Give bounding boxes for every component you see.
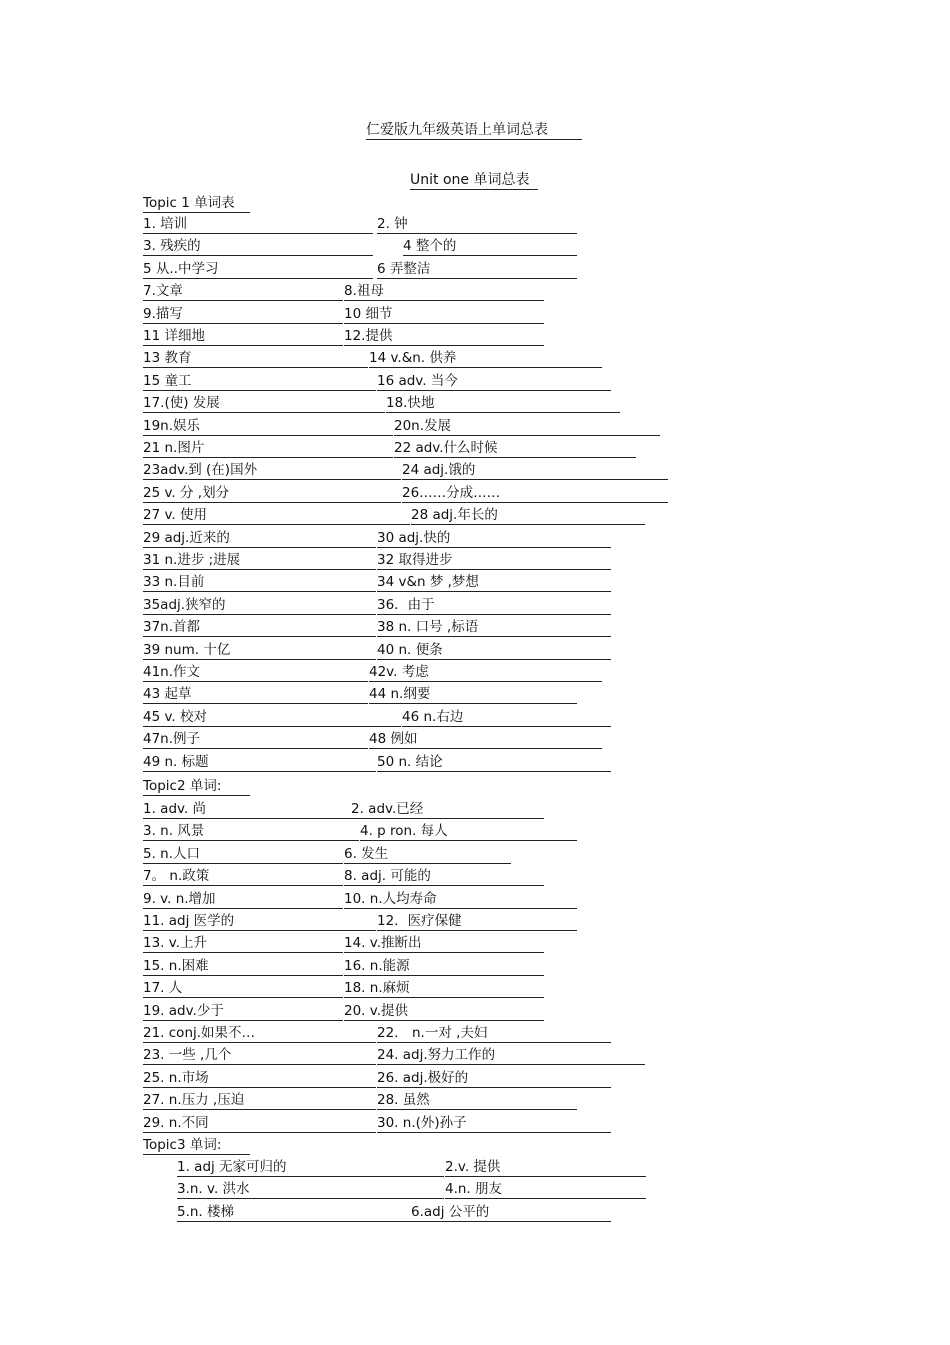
vocab-entry-left: 3. 残疾的	[143, 238, 373, 256]
vocab-entry-right: 18.快地	[386, 395, 620, 413]
vocab-row	[0, 462, 950, 480]
vocab-entry-left: 25 v. 分 ,划分	[143, 485, 401, 503]
vocab-entry-right: 20. v.提供	[344, 1003, 544, 1021]
vocab-entry-left: 45 v. 校对	[143, 709, 401, 727]
vocab-entry-left: 1. adv. 尚	[143, 801, 351, 819]
vocab-row	[0, 261, 950, 279]
vocab-entry-left: 1. 培训	[143, 216, 373, 234]
vocab-row	[0, 1115, 950, 1133]
vocab-entry-left: 39 num. 十亿	[143, 642, 376, 660]
vocab-entry-right: 12.提供	[344, 328, 544, 346]
vocab-row	[0, 980, 950, 998]
vocab-entry-right: 10. n.人均寿命	[344, 891, 577, 909]
unit-title: Unit one 单词总表	[410, 172, 538, 190]
vocab-entry-left: 15 童工	[143, 373, 376, 391]
vocab-entry-left: 21. conj.如果不…	[143, 1025, 376, 1043]
vocab-entry-right: 30. n.(外)孙子	[377, 1115, 611, 1133]
topic-heading: Topic3 单词:	[143, 1137, 250, 1155]
vocab-entry-left: 23. 一些 ,几个	[143, 1047, 376, 1065]
vocab-entry-left: 3.n. v. 洪水	[177, 1181, 444, 1199]
vocab-entry-right: 28. 虽然	[377, 1092, 577, 1110]
vocab-entry-right: 26……分成……	[402, 485, 668, 503]
vocab-row	[0, 552, 950, 570]
vocab-entry-right: 24 adj.饿的	[402, 462, 668, 480]
vocab-entry-left: 35adj.狭窄的	[143, 597, 376, 615]
vocab-row	[0, 530, 950, 548]
vocab-entry-right: 20n.发展	[394, 418, 660, 436]
vocab-entry-left: 29 adj.近来的	[143, 530, 376, 548]
vocab-entry-left: 43 起草	[143, 686, 368, 704]
vocab-row	[0, 350, 950, 368]
vocab-entry-right: 24. adj.努力工作的	[377, 1047, 645, 1065]
vocab-entry-right: 26. adj.极好的	[377, 1070, 611, 1088]
vocab-row	[0, 1070, 950, 1088]
vocab-entry-right: 22 adv.什么时候	[394, 440, 636, 458]
vocab-entry-left: 19n.娱乐	[143, 418, 393, 436]
topic-heading: Topic2 单词:	[143, 778, 250, 796]
vocab-entry-right: 4. p ron. 每人	[360, 823, 577, 841]
vocab-entry-right: 42v. 考虑	[369, 664, 602, 682]
vocab-row	[0, 754, 950, 772]
vocab-entry-left: 9.描写	[143, 306, 343, 324]
vocab-row	[0, 709, 950, 727]
vocab-entry-right: 48 例如	[369, 731, 602, 749]
vocab-entry-left: 9. v. n.增加	[143, 891, 343, 909]
vocab-entry-left: 3. n. 风景	[143, 823, 359, 841]
vocab-row	[0, 619, 950, 637]
vocab-row	[0, 440, 950, 458]
vocab-row	[0, 395, 950, 413]
vocab-entry-right: 46 n.右边	[402, 709, 611, 727]
vocab-row	[0, 597, 950, 615]
vocab-entry-left: 27. n.压力 ,压迫	[143, 1092, 376, 1110]
vocab-entry-left: 25. n.市场	[143, 1070, 376, 1088]
vocab-entry-right: 14 v.&n. 供养	[369, 350, 602, 368]
vocab-entry-left: 1. adj 无家可归的	[177, 1159, 444, 1177]
vocab-entry-left: 37n.首都	[143, 619, 376, 637]
vocab-entry-left: 5. n.人口	[143, 846, 343, 864]
vocab-row	[0, 1181, 950, 1199]
vocab-row	[0, 664, 950, 682]
vocab-entry-left: 17.(使) 发展	[143, 395, 385, 413]
vocab-row	[0, 507, 950, 525]
vocab-row	[0, 1204, 950, 1222]
vocab-entry-right: 12．医疗保健	[377, 913, 577, 931]
vocab-entry-left: 23adv.到 (在)国外	[143, 462, 401, 480]
vocab-entry-right: 6.adj 公平的	[411, 1204, 611, 1222]
vocab-entry-left: 15. n.困难	[143, 958, 343, 976]
vocab-row	[0, 418, 950, 436]
vocab-entry-left: 31 n.进步 ;进展	[143, 552, 376, 570]
vocab-entry-right: 16. n.能源	[344, 958, 544, 976]
document-title: 仁爱版九年级英语上单词总表	[366, 122, 582, 140]
vocab-entry-right: 2. 钟	[377, 216, 577, 234]
vocab-entry-right: 14. v.推断出	[344, 935, 544, 953]
vocab-row	[0, 913, 950, 931]
vocab-entry-left: 27 v. 使用	[143, 507, 410, 525]
vocab-entry-right: 18. n.麻烦	[344, 980, 544, 998]
vocab-entry-left: 33 n.目前	[143, 574, 376, 592]
vocab-row	[0, 823, 950, 841]
vocab-row	[0, 1003, 950, 1021]
vocab-row	[0, 1092, 950, 1110]
vocab-row	[0, 1047, 950, 1065]
vocab-entry-right: 30 adj.快的	[377, 530, 611, 548]
vocab-entry-left: 11. adj 医学的	[143, 913, 376, 931]
vocab-entry-left: 13 教育	[143, 350, 368, 368]
vocab-entry-right: 22． n.一对 ,夫妇	[377, 1025, 611, 1043]
vocab-row	[0, 935, 950, 953]
vocab-entry-right: 44 n.纲要	[369, 686, 577, 704]
vocab-entry-right: 8. adj. 可能的	[344, 868, 544, 886]
vocab-entry-left: 41n.作文	[143, 664, 368, 682]
vocab-row	[0, 801, 950, 819]
vocab-entry-right: 10 细节	[344, 306, 544, 324]
vocab-row	[0, 891, 950, 909]
vocab-entry-right: 34 v&n 梦 ,梦想	[377, 574, 611, 592]
vocab-row	[0, 642, 950, 660]
vocab-entry-left: 7.文章	[143, 283, 343, 301]
vocab-entry-right: 38 n. 口号 ,标语	[377, 619, 611, 637]
vocab-entry-right: 2. adv.已经	[351, 801, 544, 819]
vocab-entry-left: 17. 人	[143, 980, 343, 998]
vocab-entry-right: 2.v. 提供	[445, 1159, 646, 1177]
vocab-entry-left: 11 详细地	[143, 328, 343, 346]
vocab-row	[0, 373, 950, 391]
topic-heading: Topic 1 单词表	[143, 195, 250, 213]
vocab-entry-right: 50 n. 结论	[377, 754, 611, 772]
vocab-row	[0, 328, 950, 346]
vocab-row	[0, 216, 950, 234]
vocab-entry-left: 19. adv.少于	[143, 1003, 343, 1021]
vocab-row	[0, 958, 950, 976]
vocab-entry-right: 16 adv. 当今	[377, 373, 611, 391]
vocab-entry-left: 13. v.上升	[143, 935, 343, 953]
vocab-row	[0, 485, 950, 503]
vocab-row	[0, 1025, 950, 1043]
vocab-row	[0, 731, 950, 749]
vocab-entry-right: 4.n. 朋友	[445, 1181, 646, 1199]
vocab-entry-left: 21 n.图片	[143, 440, 393, 458]
vocab-row	[0, 868, 950, 886]
vocab-entry-right: 8.祖母	[344, 283, 544, 301]
vocab-entry-left: 5 从..中学习	[143, 261, 373, 279]
vocab-entry-right: 28 adj.年长的	[411, 507, 645, 525]
vocab-entry-right: 40 n. 便条	[377, 642, 611, 660]
vocab-row	[0, 1159, 950, 1177]
vocab-entry-right: 6. 发生	[344, 846, 511, 864]
vocab-row	[0, 846, 950, 864]
vocab-entry-right: 4 整个的	[403, 238, 577, 256]
vocab-entry-left: 29. n.不同	[143, 1115, 376, 1133]
vocab-entry-left: 5.n. 楼梯	[177, 1204, 411, 1222]
vocab-entry-right: 36．由于	[377, 597, 611, 615]
vocab-entry-right: 6 弄整洁	[377, 261, 577, 279]
vocab-entry-left: 47n.例子	[143, 731, 368, 749]
vocab-row	[0, 238, 950, 256]
vocab-entry-left: 49 n. 标题	[143, 754, 376, 772]
vocab-row	[0, 574, 950, 592]
vocab-entry-left: 7。 n.政策	[143, 868, 343, 886]
vocab-row	[0, 283, 950, 301]
vocab-row	[0, 306, 950, 324]
vocab-row	[0, 686, 950, 704]
vocab-entry-right: 32 取得进步	[377, 552, 611, 570]
